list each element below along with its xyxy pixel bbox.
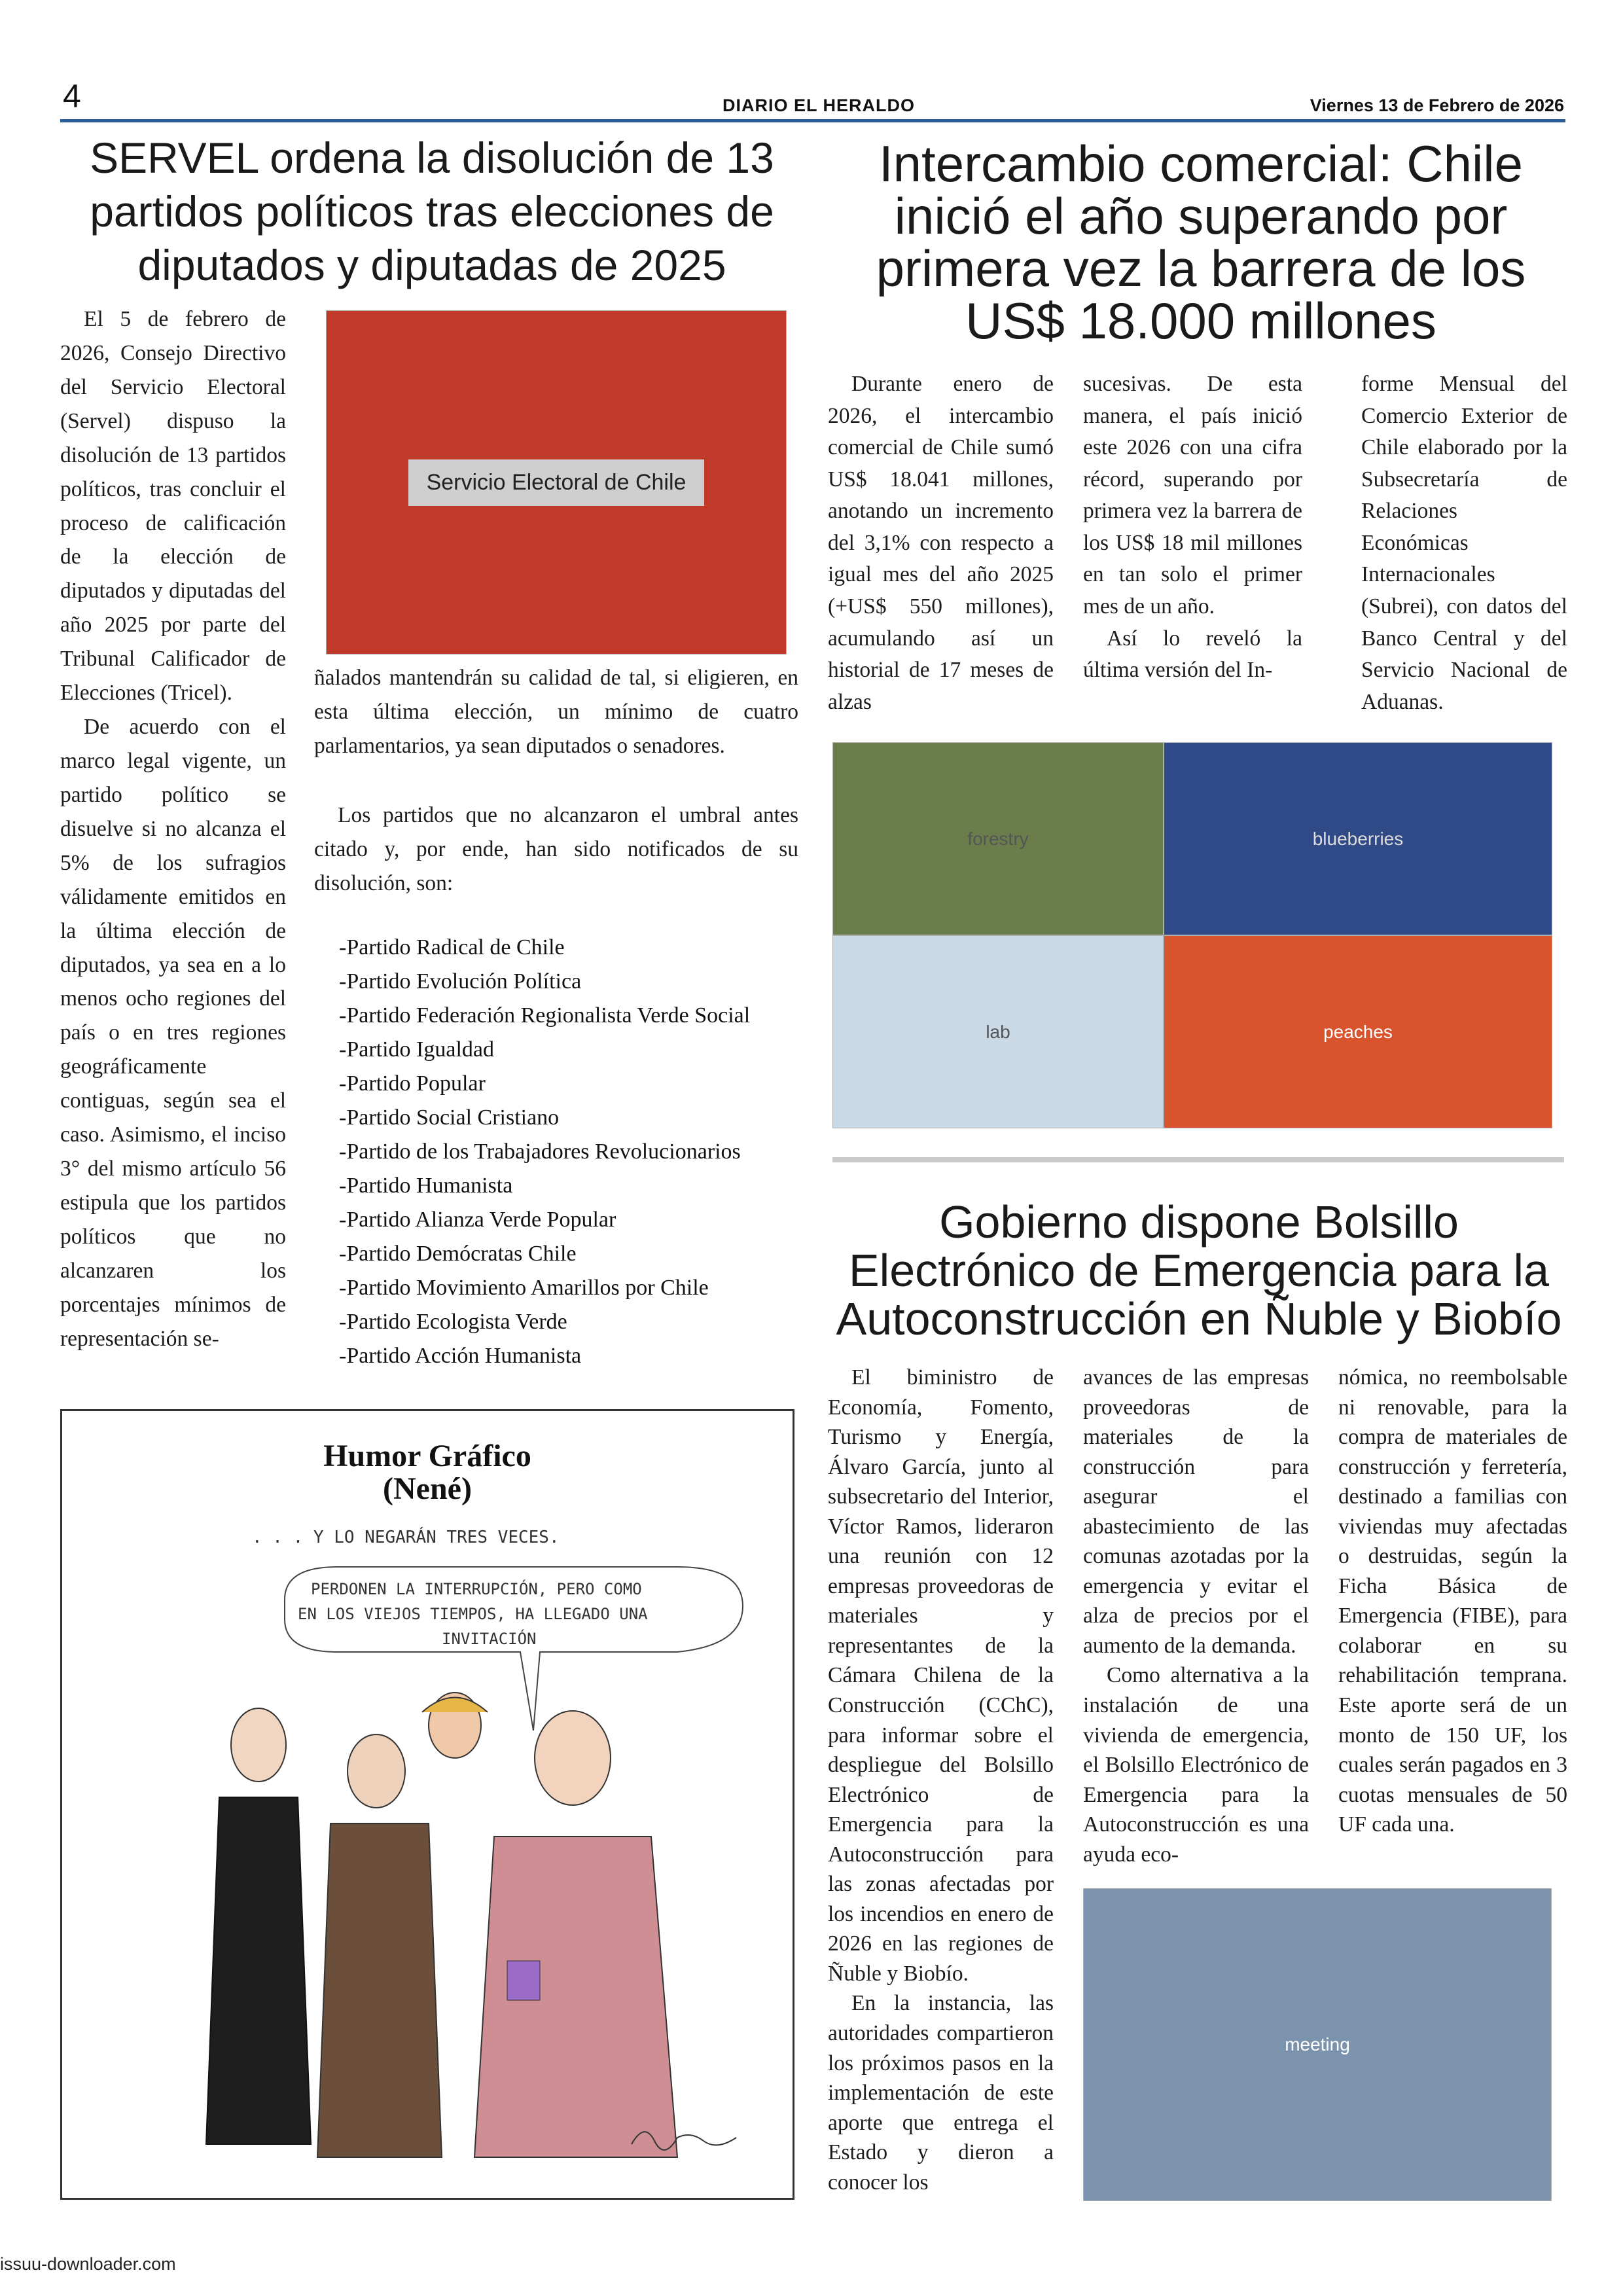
party-item: -Partido Demócratas Chile [339,1242,577,1266]
header-rule [60,119,1565,122]
cartoon-panel [60,1409,794,2200]
trade-column-1 [828,368,1054,718]
bolsillo-paragraph: En la instancia, las autoridades compartieron los próximos pasos en la implementación de este aporte que entrega el Estado y dieron a conocer los [828,1991,1054,2195]
cartoon-author: (Nené) [383,1471,472,1506]
party-item: -Partido Ecologista Verde [339,1310,567,1334]
meeting-photo: meeting [1083,1888,1552,2201]
trade-paragraph: Así lo reveló la última versión del In- [1083,626,1302,683]
party-item: -Partido Acción Humanista [339,1344,582,1368]
section-divider [832,1157,1564,1162]
trade-paragraph: Durante enero de 2026, el intercambio comercial de Chile sumó US$ 18.041 millones, anotando un incremento del 3,1% con respecto a igual mes del año 2025 (+US$ 550 millones), acumulando así un historial de 17 meses de alzas [828,372,1054,714]
bolsillo-paragraph: nómica, no reembolsable ni renovable, para la compra de materiales de construcción y ferretería, destinado a familias con viviendas muy afectadas o destruidas, según la Ficha Básica de Emergencia (FIBE), para colaborar en su rehabilitación temprana. Este aporte será de un monto de 150 UF, los cuales serán pagados en 3 cuotas mensuales de 50 UF cada una. [1338,1365,1567,1837]
party-item: -Partido Igualdad [339,1037,494,1062]
trade-paragraph: forme Mensual del Comercio Exterior de Chile elaborado por la Subsecretaría de Relaciones Económicas Internacionales (Subrei), con datos del Banco Central y del Servicio Nacional de Aduanas. [1361,372,1567,714]
party-item: -Partido de los Trabajadores Revolucionarios [339,1139,741,1164]
page-number: 4 [63,78,81,115]
servel-continuation: ñalados mantendrán su calidad de tal, si eligieren, en esta última elección, un mínimo de cuatro parlamentarios, ya sean diputados o senadores. [314,666,798,758]
peaches-photo: peaches [1164,935,1552,1128]
issue-date: Viernes 13 de Febrero de 2026 [1310,96,1564,115]
speech-line: EN LOS VIEJOS TIEMPOS, HA LLEGADO UNA [298,1605,648,1623]
blueberries-photo: blueberries [1164,742,1552,935]
servel-headline: SERVEL ordena la disolución de 13 partidos políticos tras elecciones de diputados y diputadas de 2025 [90,134,774,289]
dissolved-parties-list [339,931,797,1373]
bolsillo-paragraph: avances de las empresas proveedoras de materiales de la construcción para asegurar el abastecimiento de las comunas azotadas por la emergencia y evitar el alza de precios por el aumento de la demanda. [1083,1365,1309,1658]
trade-paragraph: sucesivas. De esta manera, el país inició este 2026 con una cifra récord, superando por primera vez la barrera de los US$ 18 mil millones en tan solo el primer mes de un año. [1083,372,1302,619]
bolsillo-column-1 [828,1363,1054,2197]
servel-left-column [60,302,286,1356]
party-item: -Partido Alianza Verde Popular [339,1208,616,1232]
trade-column-3 [1361,368,1567,718]
servel-paragraph: El 5 de febrero de 2026, Consejo Directivo del Servicio Electoral (Servel) dispuso la disolución de 13 partidos políticos, tras concluir el proceso de calificación de la elección de diputados y diputadas del año 2025 por parte del Tribunal Calificador de Elecciones (Tricel). [60,307,286,706]
trade-photo-collage [832,742,1552,1128]
lab-photo: lab [832,935,1164,1128]
servel-list-intro: Los partidos que no alcanzaron el umbral antes citado y, por ende, han sido notificados de su disolución, son: [314,802,798,895]
party-item: -Partido Federación Regionalista Verde Social [339,1003,751,1028]
source-watermark: issuu-downloader.com [0,2254,176,2274]
speech-line: INVITACIÓN [442,1630,537,1648]
party-item: -Partido Movimiento Amarillos por Chile [339,1276,709,1300]
cartoon-figures-icon [180,1686,769,2183]
cartoon-caption: . . . Y LO NEGARÁN TRES VECES. [252,1528,560,1547]
servel-photo [326,310,787,655]
trade-column-2 [1083,368,1302,687]
servel-photo-caption: Servicio Electoral de Chile [408,459,705,506]
bolsillo-paragraph: Como alternativa a la instalación de una vivienda de emergencia, el Bolsillo Electrónico de Emergencia para la Autoconstrucción es una ayuda eco- [1083,1663,1309,1867]
forestry-photo: forestry [832,742,1164,935]
party-item: -Partido Humanista [339,1174,513,1198]
speech-line: PERDONEN LA INTERRUPCIÓN, PERO COMO [311,1580,642,1598]
servel-right-text [314,661,798,901]
bolsillo-headline: Gobierno dispone Bolsillo Electrónico de Emergencia para la Autoconstrucción en Ñuble y Biobío [836,1196,1562,1344]
cartoon-title: Humor Gráfico [323,1439,531,1473]
trade-headline: Intercambio comercial: Chile inició el año superando por primera vez la barrera de los US$ 18.000 millones [876,135,1526,350]
party-item: -Partido Popular [339,1071,486,1096]
servel-paragraph: De acuerdo con el marco legal vigente, un partido político se disuelve si no alcanza el 5% de los sufragios válidamente emitidos en la última elección de diputados, ya sea en a lo menos ocho regiones del país o en tres regiones geográficamente contiguas, según sea el caso. Asimismo, el inciso 3° del mismo artículo 56 estipula que los partidos políticos que no alcanzaren los porcentajes mínimos de representación se- [60,715,286,1351]
bolsillo-column-2 [1083,1363,1309,1869]
bolsillo-paragraph: El biministro de Economía, Fomento, Turismo y Energía, Álvaro García, junto al subsecretario del Interior, Víctor Ramos, lideraron una reunión con 12 empresas proveedoras de materiales y representantes de la Cámara Chilena de la Construcción (CChC), para informar sobre el despliegue del Bolsillo Electrónico de Emergencia para la Autoconstrucción para las zonas afectadas por los incendios en enero de 2026 en las regiones de Ñuble y Biobío. [828,1365,1054,1986]
party-item: -Partido Social Cristiano [339,1105,560,1130]
bolsillo-column-3 [1338,1363,1567,1840]
party-item: -Partido Radical de Chile [339,935,565,960]
signature-icon [625,2118,743,2157]
newspaper-name: DIARIO EL HERALDO [722,96,916,115]
party-item: -Partido Evolución Política [339,969,582,994]
